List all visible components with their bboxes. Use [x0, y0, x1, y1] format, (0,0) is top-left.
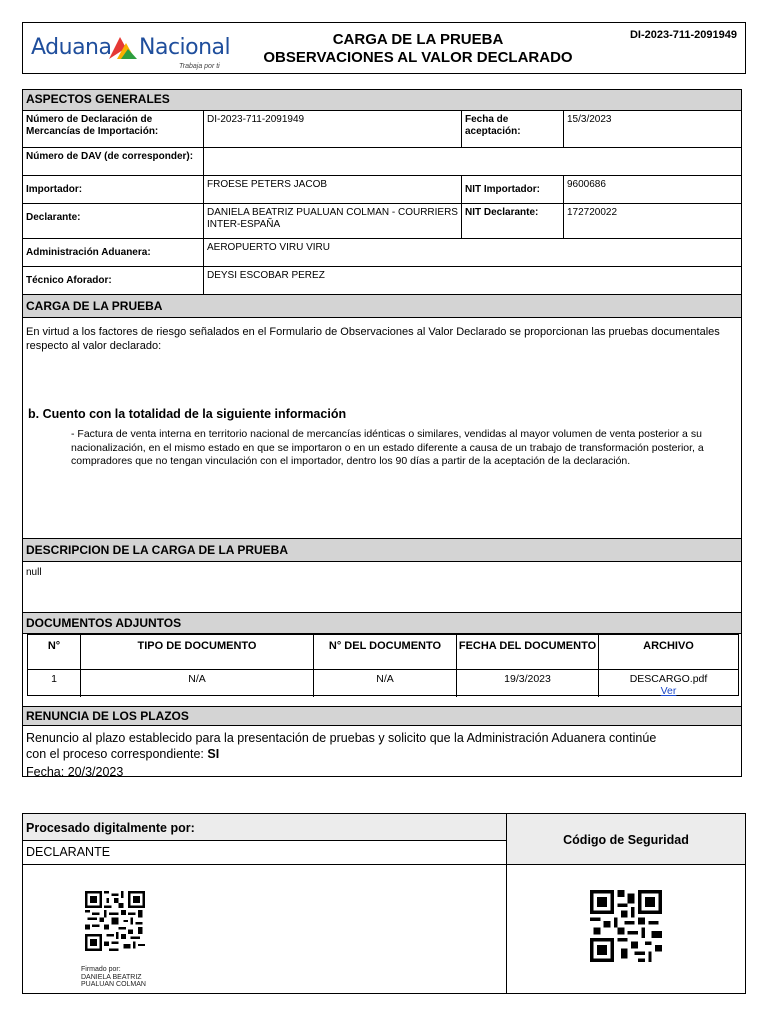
cell-tipo: N/A [80, 669, 313, 697]
label-importador: Importador: [26, 184, 83, 195]
col-header-tipo: TIPO DE DOCUMENTO [80, 635, 313, 669]
renuncia-fecha-label: Fecha: [26, 765, 65, 779]
label-nit-importador: NIT Importador: [461, 176, 563, 203]
logo-word-nacional: Nacional [139, 35, 231, 60]
security-qr-code-icon [590, 890, 662, 962]
label-nit-declarante: NIT Declarante: [461, 204, 563, 238]
row-numero-declaracion [23, 111, 741, 148]
col-header-numero: N° DEL DOCUMENTO [313, 635, 456, 669]
documents-table [27, 634, 739, 696]
security-code-cell [506, 865, 745, 993]
section-documentos: DOCUMENTOS ADJUNTOS [23, 612, 741, 634]
logo-tagline: Trabaja por ti [179, 63, 220, 70]
carga-intro-text: En virtud a los factores de riesgo señalados en el Formulario de Observaciones al Valor Declarado se proporcionan las pruebas documentales respecto al valor declarado: [26, 326, 720, 352]
archivo-filename: DESCARGO.pdf [629, 673, 708, 685]
value-tecnico: DEYSI ESCOBAR PEREZ [203, 267, 741, 294]
document-title [233, 31, 603, 67]
procesado-value: DECLARANTE [23, 841, 506, 865]
col-header-archivo: ARCHIVO [598, 635, 738, 669]
value-nit-declarante: 172720022 [563, 204, 741, 238]
value-importador: FROESE PETERS JACOB [203, 176, 461, 203]
title-line-1: CARGA DE LA PRUEBA [332, 31, 504, 48]
renuncia-fecha-value: 20/3/2023 [67, 765, 124, 779]
firmado-por-block [81, 966, 146, 989]
renuncia-text [26, 730, 666, 762]
label-administracion: Administración Aduanera: [26, 247, 151, 258]
col-header-fecha: FECHA DEL DOCUMENTO [456, 635, 598, 669]
carga-bullet-text: - Factura de venta interna en territorio nacional de mercancías idénticas o similares, vendidas al mayor volumen de venta posterior a su nacionalización, en el mismo estado en que se importaron o en un estado diferente a causa de un trabajo de transformación posterior, a compradores que no tengan vinculación con el importador, dentro los 90 días a partir de la aceptación de la declaración. [71, 428, 704, 467]
row-importador [23, 176, 741, 204]
firmante-line-1: DANIELA BEATRIZ [81, 973, 142, 981]
value-declarante: DANIELA BEATRIZ PUALUAN COLMAN - COURRIERS INTER-ESPAÑA [203, 204, 461, 238]
label-numero-dav: Número de DAV (de corresponder): [26, 151, 194, 162]
row-administracion [23, 239, 741, 267]
cell-archivo [598, 669, 738, 697]
renuncia-answer: SI [207, 747, 220, 761]
ver-link[interactable]: Ver [660, 685, 677, 697]
label-numero-declaracion: Número de Declaración de Mercancías de Importación: [26, 114, 159, 137]
row-numero-dav [23, 148, 741, 176]
footer-signature-box [22, 813, 746, 994]
logo-mountain-icon [107, 31, 139, 61]
document-header [22, 22, 746, 74]
descripcion-value: null [26, 567, 42, 578]
section-descripcion: DESCRIPCION DE LA CARGA DE LA PRUEBA [23, 538, 741, 562]
section-renuncia: RENUNCIA DE LOS PLAZOS [23, 706, 741, 726]
procesado-label: Procesado digitalmente por: [23, 814, 506, 841]
main-form [22, 89, 742, 777]
label-tecnico: Técnico Aforador: [26, 275, 112, 286]
signature-qr-code-icon [85, 891, 145, 951]
col-header-n: N° [47, 640, 61, 652]
value-fecha-aceptacion: 15/3/2023 [563, 111, 741, 147]
section-aspectos-generales: ASPECTOS GENERALES [23, 90, 741, 111]
document-id: DI-2023-711-2091949 [629, 29, 737, 41]
logo-word-aduana: Aduana [31, 35, 112, 60]
renuncia-fecha [26, 765, 123, 779]
row-tecnico [23, 267, 741, 294]
cell-fecha: 19/3/2023 [456, 669, 598, 697]
value-administracion: AEROPUERTO VIRU VIRU [203, 239, 741, 266]
renuncia-statement: Renuncio al plazo establecido para la presentación de pruebas y solicito que la Administración Aduanera continúe con el proceso correspondiente: [26, 731, 657, 761]
cell-numero: N/A [313, 669, 456, 697]
value-numero-declaracion: DI-2023-711-2091949 [203, 111, 461, 147]
value-numero-dav [203, 148, 741, 175]
section-carga-prueba: CARGA DE LA PRUEBA [23, 294, 741, 318]
title-line-2: OBSERVACIONES AL VALOR DECLARADO [263, 49, 573, 66]
firmante-line-2: PUALUAN COLMAN [81, 981, 146, 988]
aduana-logo [29, 29, 229, 71]
codigo-seguridad-label: Código de Seguridad [506, 814, 745, 865]
row-declarante [23, 204, 741, 239]
carga-subheading: b. Cuento con la totalidad de la siguiente información [28, 407, 347, 421]
label-fecha-aceptacion: Fecha de aceptación: [461, 111, 563, 147]
cell-n: 1 [28, 669, 80, 697]
label-declarante: Declarante: [26, 212, 81, 223]
value-nit-importador: 9600686 [563, 176, 741, 203]
firmado-por-label: Firmado por: [81, 966, 121, 973]
